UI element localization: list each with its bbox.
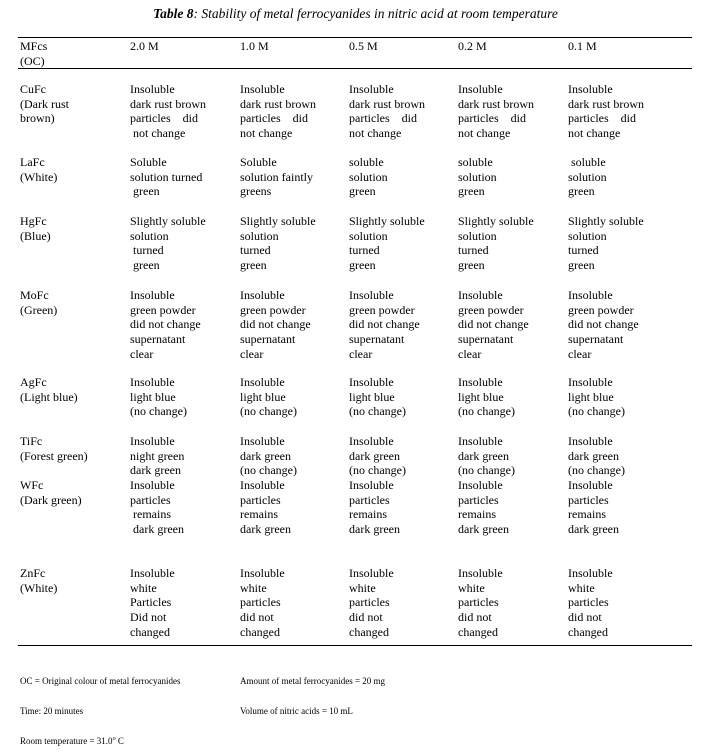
- cell-line: solution: [349, 228, 388, 243]
- cell-line: Insoluble: [349, 375, 394, 389]
- table-cell: [130, 155, 202, 199]
- cell-line: Slightly soluble: [130, 214, 206, 228]
- cell-line: remains: [349, 507, 387, 522]
- table-cell: [568, 155, 607, 199]
- cell-line: did not change: [568, 317, 639, 332]
- cell-line: changed: [349, 624, 389, 639]
- cell-line: Insoluble: [568, 288, 613, 302]
- cell-line: (White): [20, 580, 58, 595]
- cell-line: particles: [568, 595, 609, 610]
- cell-line: particles: [349, 595, 390, 610]
- cell-line: clear: [349, 346, 373, 361]
- cell-line: Particles: [130, 595, 172, 610]
- row-label: [20, 214, 51, 243]
- cell-line: dark green: [240, 448, 291, 463]
- footnote-left: [20, 656, 181, 756]
- cell-line: Insoluble: [240, 434, 285, 448]
- cell-line: dark rust brown: [349, 96, 425, 111]
- table-cell: [240, 155, 313, 199]
- cell-line: did not: [568, 610, 602, 625]
- table-cell: [458, 214, 534, 273]
- cell-line: dark green: [349, 448, 400, 463]
- cell-line: Insoluble: [130, 288, 175, 302]
- cell-line: Soluble: [130, 155, 167, 169]
- cell-line: particles: [568, 492, 609, 507]
- cell-line: white: [349, 580, 376, 595]
- cell-line: solution: [568, 228, 607, 243]
- cell-line: (no change): [130, 404, 187, 419]
- cell-line: dark rust brown: [240, 96, 316, 111]
- cell-line: Insoluble: [568, 82, 613, 96]
- header-concentration: 2.0 M: [130, 39, 159, 53]
- table-cell: [130, 82, 206, 141]
- cell-line: Insoluble: [458, 82, 503, 96]
- footnote-oc: OC = Original colour of metal ferrocyanides: [20, 676, 181, 686]
- table-cell: [130, 434, 184, 478]
- cell-line: dark rust brown: [568, 96, 644, 111]
- table-cell: [349, 375, 406, 419]
- cell-line: white: [130, 580, 157, 595]
- cell-line: particles: [240, 595, 281, 610]
- cell-line: dark green: [568, 522, 619, 537]
- cell-line: (Blue): [20, 228, 51, 243]
- cell-line: not change: [240, 126, 293, 141]
- table-cell: [349, 478, 400, 537]
- cell-line: green: [130, 258, 160, 273]
- cell-line: turned: [349, 243, 380, 258]
- cell-line: did not: [240, 610, 274, 625]
- cell-line: green: [240, 258, 267, 273]
- cell-line: Insoluble: [240, 82, 285, 96]
- cell-line: Insoluble: [240, 288, 285, 302]
- table-cell: [240, 214, 316, 273]
- table-caption: : Stability of metal ferrocyanides in nitric acid at room temperature: [193, 6, 558, 21]
- cell-line: green powder: [240, 302, 306, 317]
- cell-line: not change: [458, 126, 511, 141]
- table-cell: [568, 375, 625, 419]
- table-cell: [568, 288, 639, 362]
- cell-line: dark green: [130, 522, 184, 537]
- cell-line: dark green: [130, 463, 181, 478]
- cell-line: dark green: [349, 522, 400, 537]
- row-label: [20, 566, 57, 595]
- cell-line: Insoluble: [458, 375, 503, 389]
- cell-line: particles did: [568, 111, 636, 126]
- table-number: Table 8: [153, 6, 194, 21]
- cell-line: Insoluble: [568, 434, 613, 448]
- cell-line: particles: [349, 492, 390, 507]
- cell-line: not change: [568, 126, 621, 141]
- cell-line: clear: [458, 346, 482, 361]
- table-cell: [458, 155, 497, 199]
- cell-line: did not change: [240, 317, 311, 332]
- cell-line: green: [568, 258, 595, 273]
- cell-line: (no change): [458, 463, 515, 478]
- footnote-time: Time: 20 minutes: [20, 706, 84, 716]
- cell-line: Slightly soluble: [568, 214, 644, 228]
- cell-line: soluble: [349, 155, 384, 169]
- cell-line: solution: [458, 169, 497, 184]
- cell-line: turned: [458, 243, 489, 258]
- cell-line: Insoluble: [458, 566, 503, 580]
- cell-line: turned: [130, 243, 164, 258]
- cell-line: soluble: [458, 155, 493, 169]
- cell-line: Insoluble: [130, 375, 175, 389]
- cell-line: Insoluble: [349, 288, 394, 302]
- cell-line: not change: [349, 126, 402, 141]
- cell-line: remains: [568, 507, 606, 522]
- cell-line: particles did: [349, 111, 417, 126]
- table-cell: [130, 214, 206, 273]
- cell-line: Insoluble: [349, 434, 394, 448]
- table-cell: [568, 434, 625, 478]
- cell-line: green powder: [130, 302, 196, 317]
- header-concentration: 0.2 M: [458, 39, 487, 53]
- cell-line: HgFc: [20, 214, 47, 228]
- cell-line: did not change: [458, 317, 529, 332]
- cell-line: (Green): [20, 302, 58, 317]
- cell-line: particles: [458, 492, 499, 507]
- cell-line: Insoluble: [568, 566, 613, 580]
- cell-line: Insoluble: [349, 82, 394, 96]
- cell-line: supernatant: [458, 332, 514, 347]
- cell-line: Slightly soluble: [458, 214, 534, 228]
- table-cell: [240, 566, 285, 640]
- cell-line: (no change): [568, 463, 625, 478]
- cell-line: Insoluble: [458, 478, 503, 492]
- cell-line: dark green: [458, 448, 509, 463]
- cell-line: turned: [568, 243, 599, 258]
- cell-line: supernatant: [240, 332, 296, 347]
- cell-line: light blue: [458, 389, 504, 404]
- row-label: [20, 155, 57, 184]
- cell-line: brown): [20, 111, 55, 126]
- cell-line: remains: [130, 507, 171, 522]
- cell-line: Insoluble: [349, 566, 394, 580]
- cell-line: dark green: [568, 448, 619, 463]
- header-concentration: 1.0 M: [240, 39, 269, 53]
- cell-line: particles did: [458, 111, 526, 126]
- table-cell: [458, 478, 509, 537]
- cell-line: clear: [130, 346, 154, 361]
- cell-line: white: [240, 580, 267, 595]
- table-cell: [458, 82, 534, 141]
- header-rule: [18, 68, 692, 69]
- cell-line: Insoluble: [349, 478, 394, 492]
- cell-line: light blue: [130, 389, 176, 404]
- cell-line: Did not: [130, 610, 167, 625]
- cell-line: (no change): [349, 404, 406, 419]
- table-cell: [240, 434, 297, 478]
- cell-line: solution faintly: [240, 169, 313, 184]
- cell-line: particles: [458, 595, 499, 610]
- cell-line: green: [130, 184, 160, 199]
- cell-line: solution: [130, 228, 169, 243]
- bottom-rule: [18, 645, 692, 646]
- cell-line: did not change: [349, 317, 420, 332]
- table-cell: [240, 375, 297, 419]
- row-label: [20, 478, 82, 507]
- cell-line: did not: [458, 610, 492, 625]
- cell-line: Soluble: [240, 155, 277, 169]
- cell-line: (Light blue): [20, 389, 78, 404]
- cell-line: (Forest green): [20, 448, 88, 463]
- header-row-label: [20, 39, 47, 68]
- cell-line: Insoluble: [130, 434, 175, 448]
- cell-line: Slightly soluble: [349, 214, 425, 228]
- cell-line: Insoluble: [130, 478, 175, 492]
- cell-line: particles: [240, 492, 281, 507]
- footnote-volume: Volume of nitric acids = 10 mL: [240, 706, 353, 716]
- cell-line: did not: [349, 610, 383, 625]
- cell-line: clear: [240, 346, 264, 361]
- cell-line: green: [349, 258, 376, 273]
- cell-line: green: [568, 184, 595, 199]
- cell-line: supernatant: [568, 332, 624, 347]
- row-label: [20, 82, 69, 126]
- cell-line: ZnFc: [20, 566, 46, 580]
- cell-line: MFcs: [20, 39, 48, 53]
- cell-line: Insoluble: [240, 375, 285, 389]
- footnote-amount: Amount of metal ferrocyanides = 20 mg: [240, 676, 386, 686]
- cell-line: green powder: [349, 302, 415, 317]
- cell-line: (no change): [240, 404, 297, 419]
- cell-line: solution: [240, 228, 279, 243]
- cell-line: (no change): [349, 463, 406, 478]
- row-label: [20, 375, 78, 404]
- cell-line: LaFc: [20, 155, 45, 169]
- cell-line: (Dark rust: [20, 96, 69, 111]
- table-cell: [458, 566, 503, 640]
- cell-line: supernatant: [349, 332, 405, 347]
- cell-line: CuFc: [20, 82, 47, 96]
- cell-line: did not change: [130, 317, 201, 332]
- cell-line: Insoluble: [240, 478, 285, 492]
- footnote-room-temperature: Room temperature = $31.0^o$ C: [20, 736, 124, 746]
- cell-line: changed: [240, 624, 280, 639]
- cell-line: Slightly soluble: [240, 214, 316, 228]
- table-cell: [458, 375, 515, 419]
- table-cell: [349, 82, 425, 141]
- table-cell: [130, 566, 175, 640]
- table-cell: [130, 375, 187, 419]
- cell-line: green: [458, 258, 485, 273]
- cell-line: solution: [458, 228, 497, 243]
- table-cell: [130, 288, 201, 362]
- cell-line: (OC): [20, 53, 45, 68]
- cell-line: particles did: [240, 111, 308, 126]
- header-concentration: 0.1 M: [568, 39, 597, 53]
- cell-line: not change: [130, 126, 186, 141]
- cell-line: particles did: [130, 111, 198, 126]
- cell-line: Insoluble: [240, 566, 285, 580]
- cell-line: solution turned: [130, 169, 203, 184]
- cell-line: turned: [240, 243, 271, 258]
- cell-line: changed: [568, 624, 608, 639]
- cell-line: supernatant: [130, 332, 186, 347]
- table-cell: [458, 288, 529, 362]
- table-cell: [349, 214, 425, 273]
- table-cell: [568, 214, 644, 273]
- cell-line: light blue: [240, 389, 286, 404]
- table-cell: [349, 288, 420, 362]
- table-cell: [130, 478, 184, 537]
- cell-line: (no change): [568, 404, 625, 419]
- cell-line: remains: [240, 507, 278, 522]
- cell-line: remains: [458, 507, 496, 522]
- cell-line: WFc: [20, 478, 44, 492]
- cell-line: Insoluble: [568, 478, 613, 492]
- footnote-right: [240, 656, 385, 726]
- cell-line: green: [349, 184, 376, 199]
- table-title: [0, 6, 711, 22]
- table-cell: [568, 82, 644, 141]
- cell-line: dark green: [458, 522, 509, 537]
- cell-line: (Dark green): [20, 492, 82, 507]
- cell-line: (no change): [458, 404, 515, 419]
- cell-line: Insoluble: [458, 288, 503, 302]
- table-cell: [458, 434, 515, 478]
- cell-line: (White): [20, 169, 58, 184]
- cell-line: MoFc: [20, 288, 49, 302]
- table-cell: [240, 288, 311, 362]
- table-cell: [240, 478, 291, 537]
- cell-line: greens: [240, 184, 272, 199]
- cell-line: dark rust brown: [458, 96, 534, 111]
- cell-line: green powder: [458, 302, 524, 317]
- cell-line: dark rust brown: [130, 96, 206, 111]
- cell-line: night green: [130, 448, 185, 463]
- row-label: [20, 434, 88, 463]
- table-cell: [240, 82, 316, 141]
- table-cell: [568, 566, 613, 640]
- cell-line: Insoluble: [568, 375, 613, 389]
- cell-line: solution: [349, 169, 388, 184]
- table-cell: [349, 155, 388, 199]
- cell-line: solution: [568, 169, 607, 184]
- cell-line: AgFc: [20, 375, 47, 389]
- cell-line: white: [568, 580, 595, 595]
- cell-line: changed: [130, 624, 170, 639]
- table-cell: [568, 478, 619, 537]
- cell-line: soluble: [568, 155, 606, 169]
- cell-line: (no change): [240, 463, 297, 478]
- cell-line: light blue: [568, 389, 614, 404]
- header-concentration: 0.5 M: [349, 39, 378, 53]
- cell-line: Insoluble: [130, 566, 175, 580]
- cell-line: particles: [130, 492, 171, 507]
- cell-line: clear: [568, 346, 592, 361]
- cell-line: changed: [458, 624, 498, 639]
- table-cell: [349, 566, 394, 640]
- cell-line: white: [458, 580, 485, 595]
- cell-line: green: [458, 184, 485, 199]
- top-rule: [18, 37, 692, 38]
- cell-line: Insoluble: [130, 82, 175, 96]
- cell-line: Insoluble: [458, 434, 503, 448]
- cell-line: dark green: [240, 522, 291, 537]
- cell-line: TiFc: [20, 434, 43, 448]
- row-label: [20, 288, 57, 317]
- table-cell: [349, 434, 406, 478]
- cell-line: green powder: [568, 302, 634, 317]
- cell-line: light blue: [349, 389, 395, 404]
